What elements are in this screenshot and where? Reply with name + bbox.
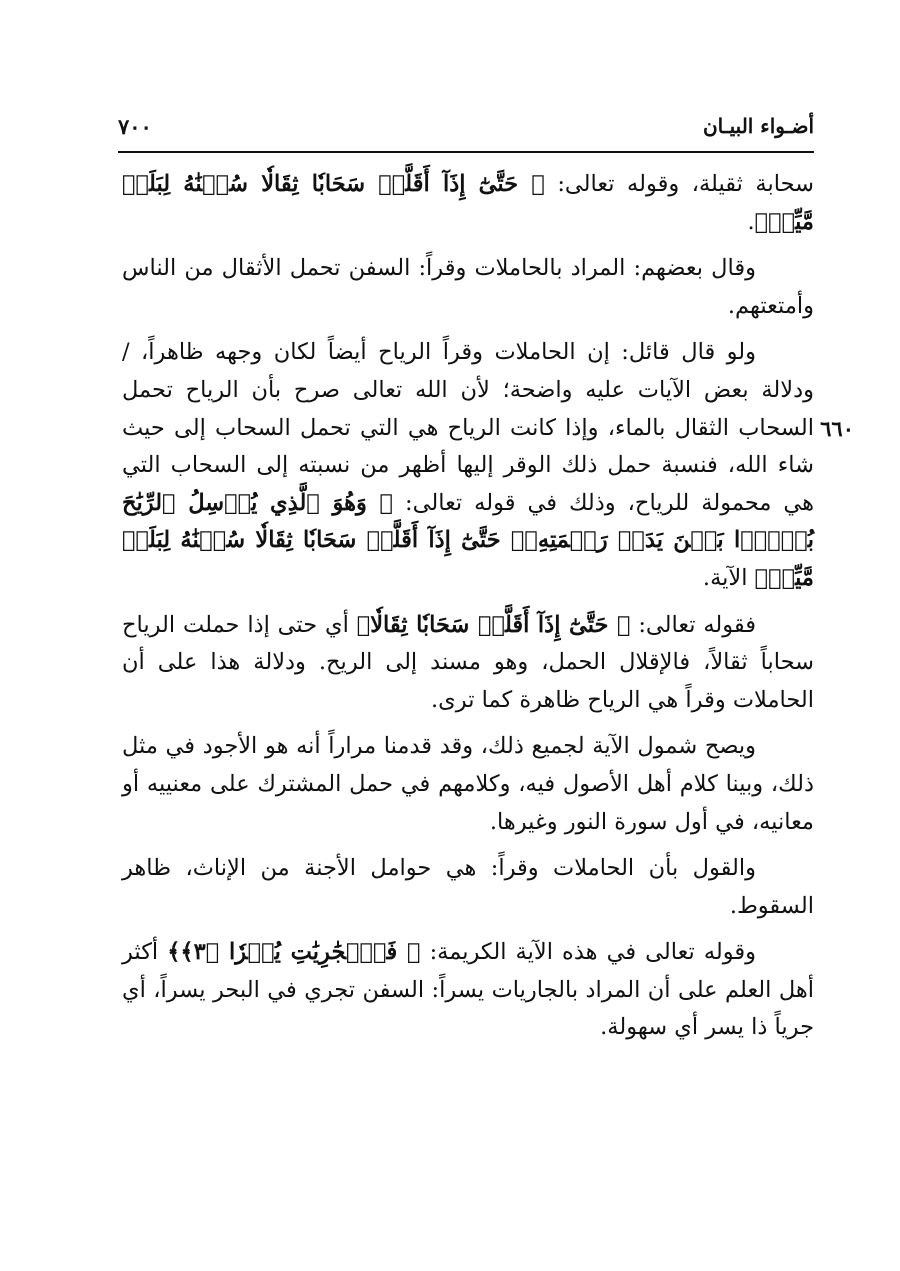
- paragraph: [122, 166, 814, 241]
- text-run: .: [747, 208, 755, 235]
- text-run: أكثر أهل العلم على أن المراد بالجاريات يسراً: السفن تجري في البحر يسراً، أي جرياً ذا يسر أي سهولة.: [122, 939, 814, 1041]
- paragraph: [122, 850, 814, 925]
- text-run: فقوله تعالى:: [630, 611, 757, 638]
- text-run: ويصح شمول الآية لجميع ذلك، وقد قدمنا مراراً أنه هو الأجود في مثل ذلك، وبينا كلام أهل الأصول فيه، وكلامهم في حمل المشترك على معنييه أو معانيه، في أول سورة النور وغيرها.: [122, 733, 814, 835]
- quran-verse: ﴿ حَتَّىٰٓ إِذَآ أَقَلَّتۡ سَحَابٗا ثِقَالٗا سُقۡنَٰهُ لِبَلَدٖ مَّيِّتٖ﴾: [122, 171, 814, 235]
- text-run: الآية.: [702, 564, 755, 591]
- quran-verse: ﴿ حَتَّىٰٓ إِذَآ أَقَلَّتۡ سَحَابٗا ثِقَالٗا﴾: [356, 611, 631, 638]
- text-run: والقول بأن الحاملات وقراً: هي حوامل الأجنة من الإناث، ظاهر السقوط.: [122, 855, 814, 919]
- quran-verse: ﴿ فَٱلۡجَٰرِيَٰتِ يُسۡرٗا ﴿٣﴾﴾: [167, 939, 421, 966]
- paragraph: [122, 250, 814, 325]
- paragraph: [122, 934, 814, 1047]
- paragraph: [122, 607, 814, 720]
- page-body: [122, 166, 814, 1056]
- page-header: [118, 112, 814, 150]
- running-title: أضـواء البيـان: [702, 114, 814, 138]
- margin-page-marker: ٦٦٠: [820, 416, 854, 441]
- header-divider: [118, 151, 814, 153]
- text-run: وقال بعضهم: المراد بالحاملات وقراً: السفن تحمل الأثقال من الناس وأمتعتهم.: [122, 255, 814, 319]
- text-run: ولو قال قائل: إن الحاملات وقراً الرياح أيضاً لكان وجهه ظاهراً، / ودلالة بعض الآيات عليه واضحة؛ لأن الله تعالى صرح بأن الرياح تحمل السحاب الثقال بالماء، وإذا كانت الرياح هي التي تحمل السحاب إلى حيث شاء الله، فنسبة حمل ذلك الوقر إليها أظهر من نسبته إلى السحاب التي هي محمولة للرياح، وذلك في قوله تعالى:: [122, 339, 815, 516]
- text-run: سحابة ثقيلة، وقوله تعالى:: [544, 171, 814, 197]
- text-run: وقوله تعالى في هذه الآية الكريمة:: [420, 939, 756, 966]
- text-run: أي حتى إذا حملت الرياح سحاباً ثقالاً، فالإقلال الحمل، وهو مسند إلى الريح. ودلالة هذا على أن الحاملات وقراً هي الرياح ظاهرة كما ترى.: [122, 611, 814, 713]
- quran-verse: ﴿ وَهُوَ ٱلَّذِي يُرۡسِلُ ٱلرِّيَٰحَ بُشۡرَۢا بَيۡنَ يَدَيۡ رَحۡمَتِهِۦۖ حَتَّىٰٓ إِذَآ أَقَلَّتۡ سَحَابٗا ثِقَالٗا سُقۡنَٰهُ لِبَلَدٖ مَّيِّتٖ﴾: [122, 489, 814, 591]
- page-number: ٧٠٠: [118, 114, 152, 139]
- paragraph: [122, 728, 814, 841]
- paragraph: [122, 334, 814, 597]
